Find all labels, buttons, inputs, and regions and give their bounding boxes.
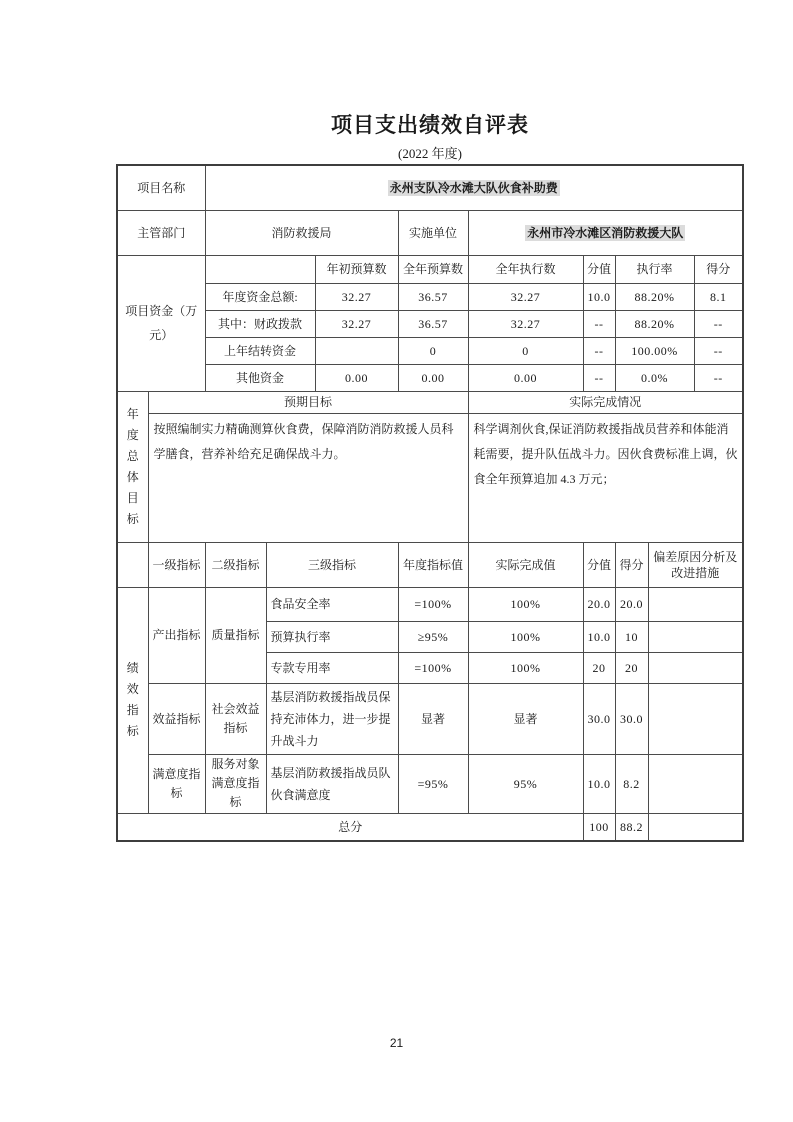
funding-row-total bbox=[117, 283, 743, 310]
level1-output: 产出指标 bbox=[148, 587, 205, 683]
deviation-cell bbox=[648, 587, 743, 621]
indicator-weight: 30.0 bbox=[583, 683, 615, 754]
indicator-score: 8.2 bbox=[615, 754, 648, 813]
indicator-row bbox=[117, 587, 743, 621]
indicator-header-actual: 实际完成值 bbox=[468, 542, 583, 587]
department-label: 主管部门 bbox=[117, 210, 205, 255]
funding-header-row bbox=[117, 255, 743, 283]
level3-name: 食品安全率 bbox=[266, 587, 398, 621]
funding-weight-value: -- bbox=[583, 310, 615, 337]
indicator-header-deviation: 偏差原因分析及改进措施 bbox=[648, 542, 743, 587]
indicator-score: 20 bbox=[615, 652, 648, 683]
funding-header-weight: 分值 bbox=[583, 255, 615, 283]
funding-executed-value: 0.00 bbox=[468, 364, 583, 391]
goal-header-row bbox=[117, 391, 743, 413]
indicator-header-target: 年度指标值 bbox=[398, 542, 468, 587]
unit-label: 实施单位 bbox=[398, 210, 468, 255]
funding-header-initial: 年初预算数 bbox=[315, 255, 398, 283]
performance-self-evaluation-table bbox=[116, 164, 744, 842]
indicator-header-level1: 一级指标 bbox=[148, 542, 205, 587]
indicator-target: =100% bbox=[398, 587, 468, 621]
deviation-cell bbox=[648, 621, 743, 652]
total-score: 88.2 bbox=[615, 813, 648, 841]
indicator-blank-corner bbox=[117, 542, 148, 587]
goal-expected-header: 预期目标 bbox=[148, 391, 468, 413]
goal-body-row bbox=[117, 413, 743, 542]
funding-initial-value bbox=[315, 337, 398, 364]
unit-cell bbox=[468, 210, 743, 255]
level3-name: 专款专用率 bbox=[266, 652, 398, 683]
level2-quality: 质量指标 bbox=[205, 587, 266, 683]
indicator-row bbox=[117, 683, 743, 754]
funding-weight-value: 10.0 bbox=[583, 283, 615, 310]
goal-section-label: 年度总体目标 bbox=[117, 391, 148, 542]
funding-rate-value: 0.0% bbox=[615, 364, 694, 391]
funding-initial-value: 32.27 bbox=[315, 310, 398, 337]
funding-row-label: 其中：财政拨款 bbox=[205, 310, 315, 337]
project-name-cell bbox=[205, 165, 743, 210]
deviation-cell bbox=[648, 813, 743, 841]
funding-annual-value: 36.57 bbox=[398, 283, 468, 310]
funding-blank-corner bbox=[205, 255, 315, 283]
funding-section-label: 项目资金（万元） bbox=[117, 255, 205, 391]
funding-row-label: 其他资金 bbox=[205, 364, 315, 391]
indicator-weight: 20.0 bbox=[583, 587, 615, 621]
funding-score-value: -- bbox=[694, 364, 743, 391]
funding-weight-value: -- bbox=[583, 364, 615, 391]
goal-actual-text: 科学调剂伙食,保证消防救援指战员营养和体能消耗需要，提升队伍战斗力。因伙食费标准上调，伙食全年预算追加 4.3 万元； bbox=[468, 413, 743, 542]
indicator-actual: 100% bbox=[468, 621, 583, 652]
indicator-score: 20.0 bbox=[615, 587, 648, 621]
funding-executed-value: 0 bbox=[468, 337, 583, 364]
total-row bbox=[117, 813, 743, 841]
level2-service: 服务对象满意度指标 bbox=[205, 754, 266, 813]
unit-value: 永州市冷水滩区消防救援大队 bbox=[527, 225, 684, 240]
level2-social: 社会效益指标 bbox=[205, 683, 266, 754]
funding-initial-value: 0.00 bbox=[315, 364, 398, 391]
funding-row-label: 上年结转资金 bbox=[205, 337, 315, 364]
funding-row-carryover bbox=[117, 337, 743, 364]
indicator-weight: 10.0 bbox=[583, 754, 615, 813]
deviation-cell bbox=[648, 754, 743, 813]
project-name-value: 永州支队冷水滩大队伙食补助费 bbox=[389, 180, 558, 195]
indicator-header-level3: 三级指标 bbox=[266, 542, 398, 587]
funding-executed-value: 32.27 bbox=[468, 283, 583, 310]
funding-rate-value: 88.20% bbox=[615, 310, 694, 337]
funding-score-value: -- bbox=[694, 310, 743, 337]
funding-score-value: -- bbox=[694, 337, 743, 364]
level3-name: 预算执行率 bbox=[266, 621, 398, 652]
indicator-actual: 95% bbox=[468, 754, 583, 813]
indicator-weight: 20 bbox=[583, 652, 615, 683]
deviation-cell bbox=[648, 683, 743, 754]
indicator-score: 30.0 bbox=[615, 683, 648, 754]
indicator-row bbox=[117, 754, 743, 813]
indicator-header-score: 得分 bbox=[615, 542, 648, 587]
funding-initial-value: 32.27 bbox=[315, 283, 398, 310]
funding-rate-value: 100.00% bbox=[615, 337, 694, 364]
document-title: 项目支出绩效自评表 bbox=[331, 113, 529, 137]
funding-rate-value: 88.20% bbox=[615, 283, 694, 310]
project-name-label: 项目名称 bbox=[117, 165, 205, 210]
table-row bbox=[117, 210, 743, 255]
goal-expected-text: 按照编制实力精确测算伙食费，保障消防消防救援人员科学膳食，营养补给充足确保战斗力。 bbox=[148, 413, 468, 542]
indicator-actual: 100% bbox=[468, 587, 583, 621]
indicator-actual: 显著 bbox=[468, 683, 583, 754]
department-value: 消防救援局 bbox=[205, 210, 398, 255]
funding-executed-value: 32.27 bbox=[468, 310, 583, 337]
funding-score-value: 8.1 bbox=[694, 283, 743, 310]
indicator-header-weight: 分值 bbox=[583, 542, 615, 587]
deviation-cell bbox=[648, 652, 743, 683]
funding-header-executed: 全年执行数 bbox=[468, 255, 583, 283]
indicator-target: 显著 bbox=[398, 683, 468, 754]
indicator-weight: 10.0 bbox=[583, 621, 615, 652]
document-subtitle: (2022 年度) bbox=[398, 146, 462, 161]
funding-header-score: 得分 bbox=[694, 255, 743, 283]
indicator-section-label: 绩效指标 bbox=[117, 587, 148, 813]
total-weight: 100 bbox=[583, 813, 615, 841]
level1-satisfaction: 满意度指标 bbox=[148, 754, 205, 813]
indicator-actual: 100% bbox=[468, 652, 583, 683]
level3-name: 基层消防救援指战员队伙食满意度 bbox=[266, 754, 398, 813]
page-number: 21 bbox=[389, 1036, 404, 1050]
goal-actual-header: 实际完成情况 bbox=[468, 391, 743, 413]
level3-name: 基层消防救援指战员保持充沛体力，进一步提升战斗力 bbox=[266, 683, 398, 754]
indicator-header-level2: 二级指标 bbox=[205, 542, 266, 587]
funding-annual-value: 0.00 bbox=[398, 364, 468, 391]
indicator-target: =95% bbox=[398, 754, 468, 813]
funding-row-fiscal bbox=[117, 310, 743, 337]
funding-annual-value: 0 bbox=[398, 337, 468, 364]
indicator-score: 10 bbox=[615, 621, 648, 652]
funding-row-label: 年度资金总额: bbox=[205, 283, 315, 310]
indicator-target: =100% bbox=[398, 652, 468, 683]
level1-benefit: 效益指标 bbox=[148, 683, 205, 754]
funding-header-rate: 执行率 bbox=[615, 255, 694, 283]
indicator-target: ≥95% bbox=[398, 621, 468, 652]
funding-weight-value: -- bbox=[583, 337, 615, 364]
funding-header-annual: 全年预算数 bbox=[398, 255, 468, 283]
indicator-header-row bbox=[117, 542, 743, 587]
funding-annual-value: 36.57 bbox=[398, 310, 468, 337]
table-row bbox=[117, 165, 743, 210]
total-label: 总分 bbox=[117, 813, 583, 841]
funding-row-other bbox=[117, 364, 743, 391]
